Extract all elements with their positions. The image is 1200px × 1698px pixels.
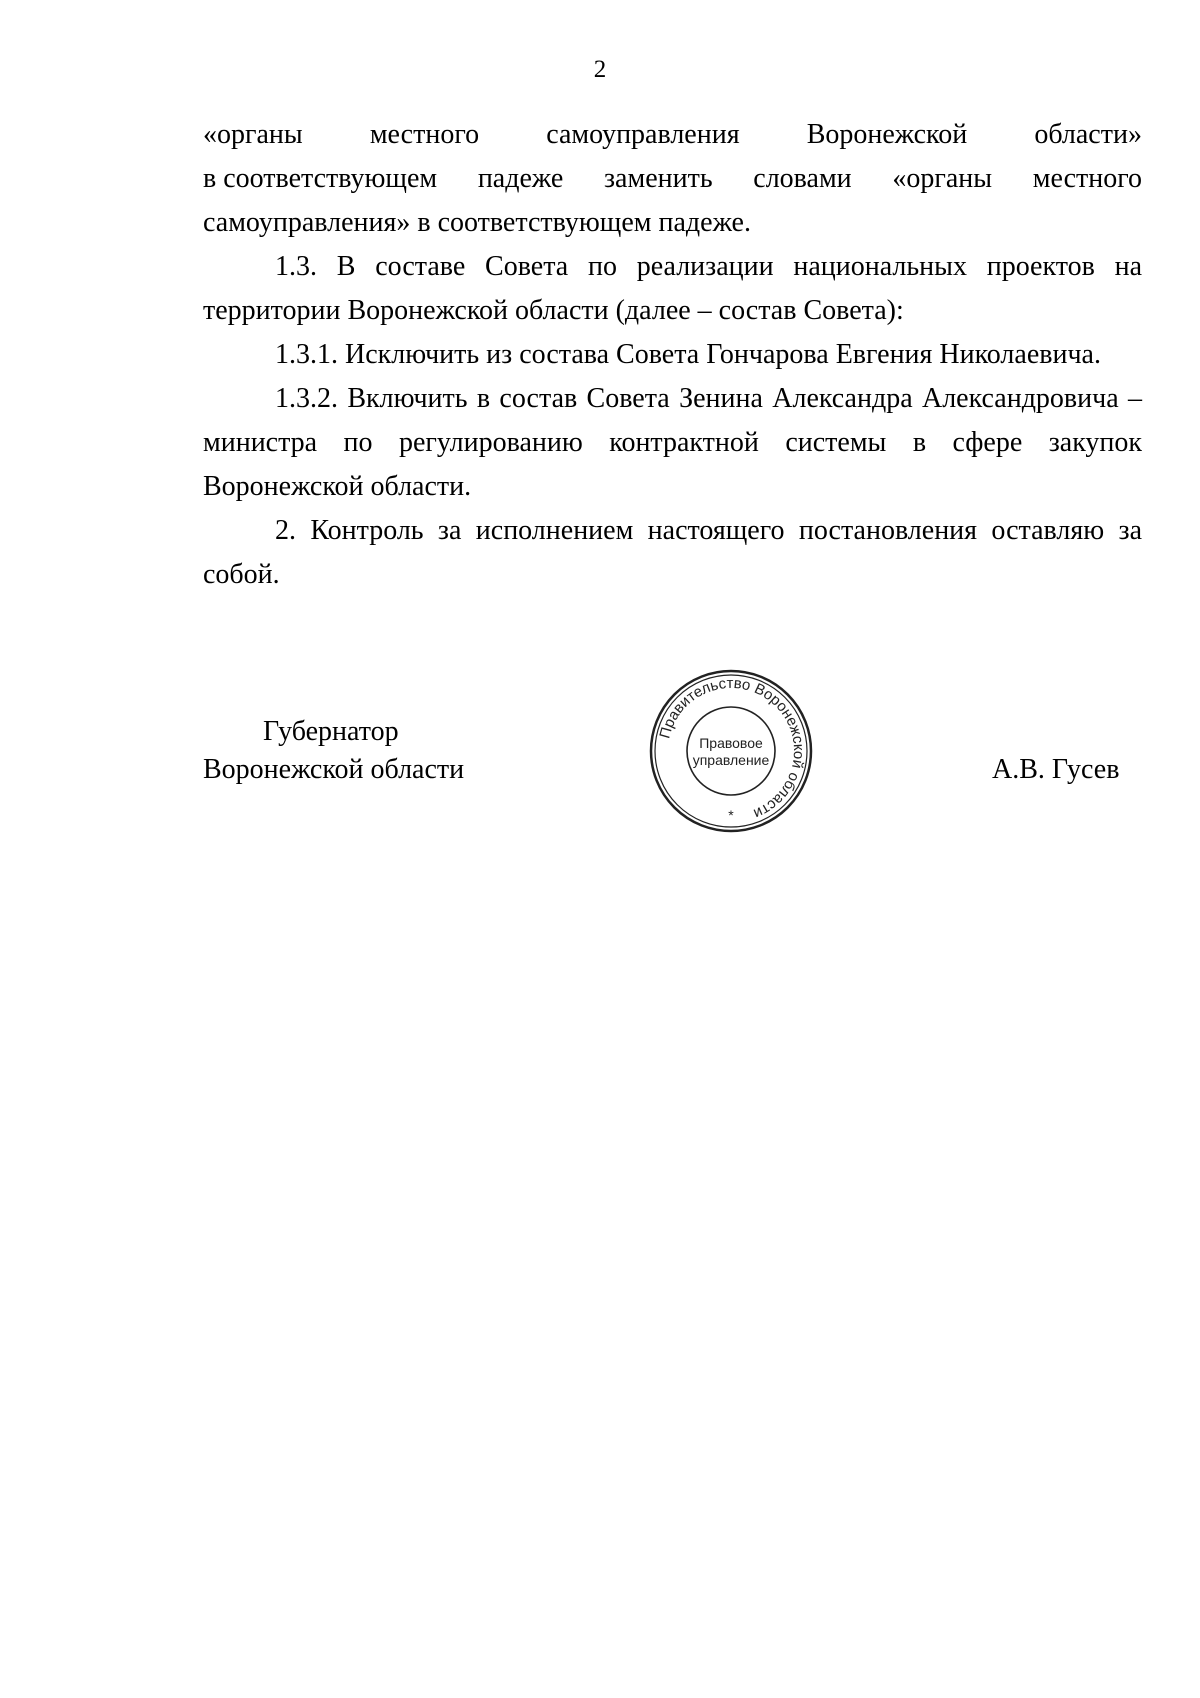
stamp-inner-line-2: управление [692, 752, 770, 768]
paragraph-1-line-3: самоуправления» в соответствующем падеже. [203, 207, 751, 238]
line-2-word: словами [753, 163, 852, 194]
page-number: 2 [593, 56, 607, 83]
paragraph-1-line-2 [203, 157, 1142, 201]
signatory-position-title: Губернатор [263, 716, 399, 747]
document-body [203, 113, 1142, 597]
line-1-word: «органы [203, 119, 303, 150]
line-1-word: области» [1034, 119, 1142, 150]
signatory-position-region: Воронежской области [203, 754, 465, 785]
line-2-word: падеже [477, 163, 564, 194]
paragraph-1-3: 1.3. В составе Совета по реализации национальных проектов на территории Воронежской области (далее – состав Совета): [203, 251, 1142, 326]
signatory-position [203, 713, 464, 789]
stamp-inner-line-1: Правовое [699, 735, 763, 751]
paragraph-1-line-1 [203, 113, 1142, 157]
line-1-word: местного [369, 119, 480, 150]
signatory-name: А.В. Гусев [992, 754, 1120, 785]
paragraph-1 [203, 113, 1142, 245]
paragraph-2: 2. Контроль за исполнением настоящего постановления оставляю за собой. [203, 515, 1142, 590]
stamp-inner-ring [687, 707, 775, 795]
paragraph-1-3-1: 1.3.1. Исключить из состава Совета Гончарова Евгения Николаевича. [275, 339, 1101, 370]
line-2-word: заменить [603, 163, 713, 194]
line-2-word: в соответствующем [203, 163, 438, 194]
stamp-outer-text: Правительство Воронежской области [656, 674, 808, 823]
stamp-star: * [728, 807, 734, 823]
official-stamp [648, 668, 814, 834]
line-2-word: «органы [892, 163, 993, 194]
line-2-word: местного [1032, 163, 1142, 194]
line-1-word: Воронежской [806, 119, 968, 150]
paragraph-1-3-2: 1.3.2. Включить в состав Совета Зенина Александра Александровича – министра по регулированию контрактной системы в сфере закупок Воронежской области. [203, 383, 1142, 502]
line-1-word: самоуправления [546, 119, 740, 150]
